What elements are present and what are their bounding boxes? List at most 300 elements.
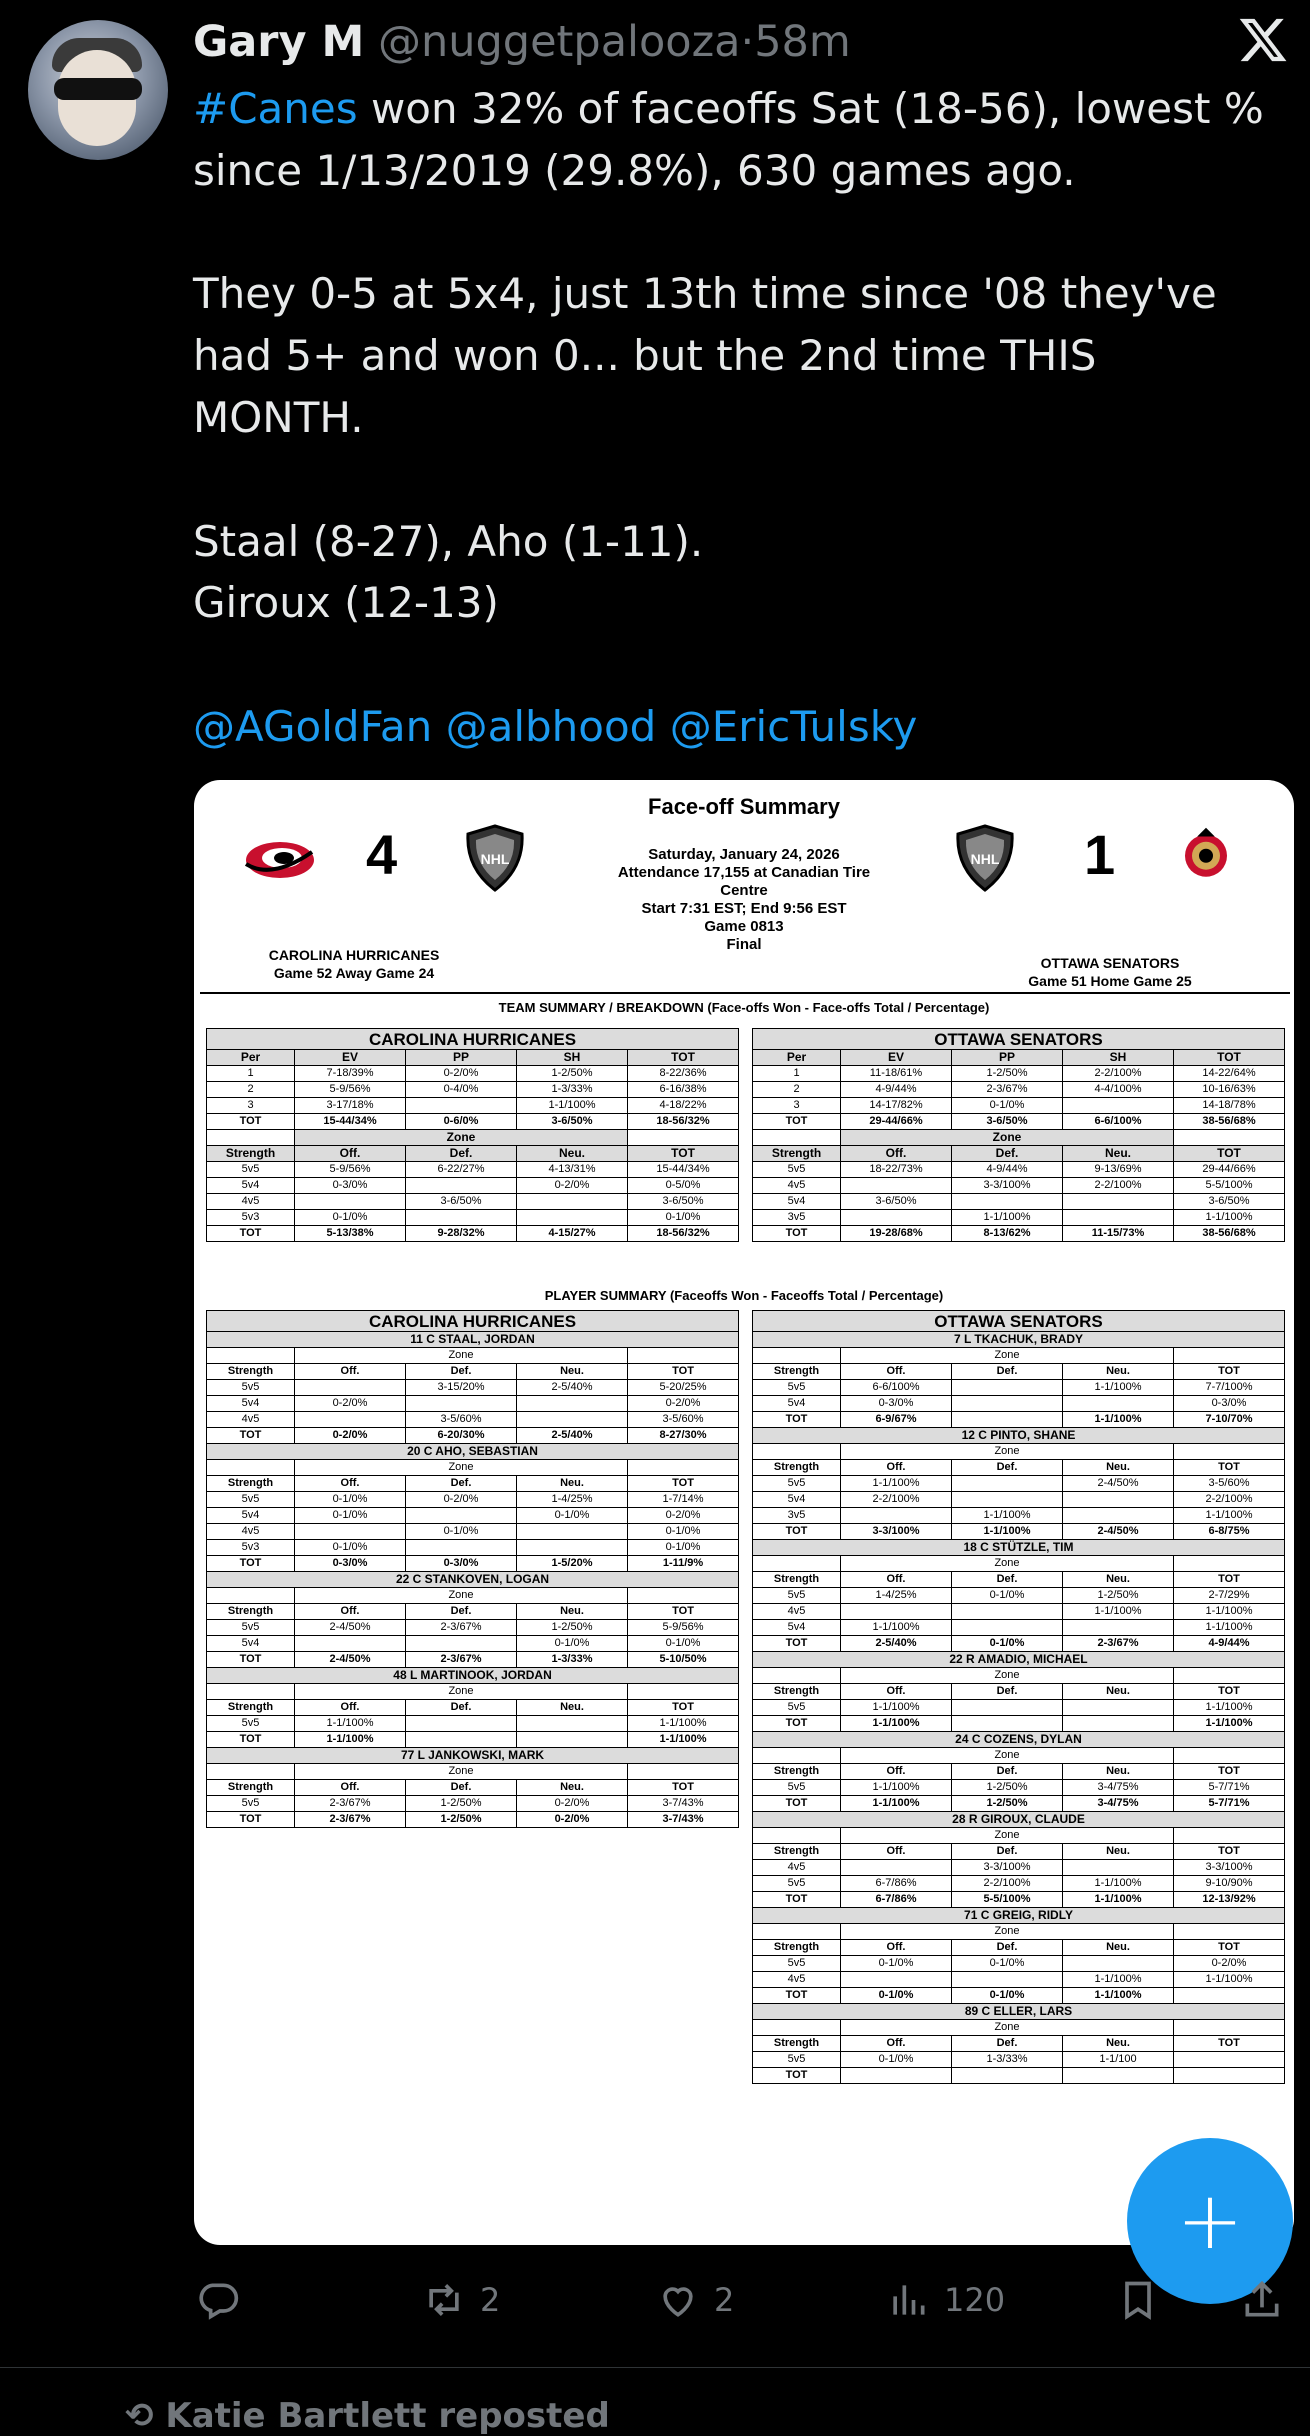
table-row xyxy=(207,1620,739,1636)
table-row xyxy=(207,1508,739,1524)
table-cell: 5v4 xyxy=(207,1508,295,1524)
table-cell: 1-2/50% xyxy=(1063,1588,1174,1604)
table-row xyxy=(753,1556,1285,1572)
table-cell: Zone xyxy=(841,1348,1174,1364)
table-row xyxy=(207,1796,739,1812)
table-cell: 1-1/100% xyxy=(1063,1988,1174,2004)
table-row xyxy=(753,1082,1285,1098)
table-cell xyxy=(753,1748,841,1764)
tweet-text xyxy=(193,78,1293,758)
table-row xyxy=(753,1812,1285,1828)
table-cell xyxy=(1063,1098,1174,1114)
team-summary-table xyxy=(752,1028,1285,1242)
mention-link[interactable]: @albhood xyxy=(445,701,657,751)
table-row xyxy=(753,1572,1285,1588)
table-cell: 2 xyxy=(753,1082,841,1098)
table-cell xyxy=(1174,1556,1285,1572)
views-button[interactable] xyxy=(886,2270,1005,2330)
table-cell: 5v5 xyxy=(753,1780,841,1796)
table-cell xyxy=(753,1444,841,1460)
table-cell: 5v5 xyxy=(753,2052,841,2068)
table-cell xyxy=(1063,2068,1174,2084)
table-cell: 8-13/62% xyxy=(952,1226,1063,1242)
table-cell: Neu. xyxy=(1063,1460,1174,1476)
player-summary-table xyxy=(752,1310,1285,2084)
table-cell: 1-1/100% xyxy=(952,1524,1063,1540)
tweet-line: MONTH. xyxy=(193,392,364,442)
table-cell: 1-1/100% xyxy=(1063,1972,1174,1988)
repost-count: 2 xyxy=(480,2281,501,2319)
table-row xyxy=(753,1652,1285,1668)
table-cell: Neu. xyxy=(1063,2036,1174,2052)
table-cell: CAROLINA HURRICANES xyxy=(207,1311,739,1332)
table-cell: 2-5/40% xyxy=(841,1636,952,1652)
table-row xyxy=(753,1972,1285,1988)
table-cell xyxy=(207,1588,295,1604)
table-cell: 0-1/0% xyxy=(952,1636,1063,1652)
table-cell: TOT xyxy=(628,1050,739,1066)
table-cell xyxy=(295,1194,406,1210)
table-row xyxy=(753,1988,1285,2004)
table-cell: 6-16/38% xyxy=(628,1082,739,1098)
table-cell: 0-3/0% xyxy=(295,1178,406,1194)
table-cell: 2-5/40% xyxy=(517,1380,628,1396)
table-cell: 6-7/86% xyxy=(841,1892,952,1908)
table-row xyxy=(207,1748,739,1764)
table-cell: 1-1/100% xyxy=(1063,1604,1174,1620)
table-row xyxy=(753,1796,1285,1812)
table-row xyxy=(753,1700,1285,1716)
table-cell: 3v5 xyxy=(753,1210,841,1226)
table-cell: Neu. xyxy=(1063,1572,1174,1588)
like-count: 2 xyxy=(714,2281,735,2319)
table-row xyxy=(207,1444,739,1460)
table-cell: 6-8/75% xyxy=(1174,1524,1285,1540)
table-cell: 3-6/50% xyxy=(406,1194,517,1210)
table-row xyxy=(207,1668,739,1684)
table-cell: Zone xyxy=(295,1684,628,1700)
table-row xyxy=(753,1716,1285,1732)
repost-context-text: Katie Bartlett reposted xyxy=(165,2396,610,2436)
table-cell: TOT xyxy=(1174,1940,1285,1956)
author-name[interactable]: Gary M xyxy=(193,17,365,67)
table-cell: 0-1/0% xyxy=(406,1524,517,1540)
table-cell: Zone xyxy=(841,1668,1174,1684)
table-cell xyxy=(628,1588,739,1604)
table-cell: 2-3/67% xyxy=(952,1082,1063,1098)
table-row xyxy=(207,1476,739,1492)
table-cell: 3-4/75% xyxy=(1063,1780,1174,1796)
table-cell: Off. xyxy=(841,1940,952,1956)
table-row xyxy=(753,1924,1285,1940)
table-cell: 24 C COZENS, DYLAN xyxy=(753,1732,1285,1748)
table-cell: 2-4/50% xyxy=(295,1620,406,1636)
table-cell: 1-1/100% xyxy=(1174,1508,1285,1524)
table-cell: 5v5 xyxy=(207,1716,295,1732)
table-row xyxy=(207,1700,739,1716)
table-cell xyxy=(207,1348,295,1364)
table-cell: 1-4/25% xyxy=(841,1588,952,1604)
table-cell: Strength xyxy=(753,1844,841,1860)
share-icon xyxy=(1240,2278,1284,2322)
table-cell: TOT xyxy=(753,1796,841,1812)
table-cell: 1-1/100% xyxy=(1174,1620,1285,1636)
table-cell: TOT xyxy=(207,1556,295,1572)
table-cell: TOT xyxy=(753,2068,841,2084)
table-row xyxy=(207,1029,739,1050)
share-button[interactable] xyxy=(1240,2270,1284,2330)
table-row xyxy=(753,1348,1285,1364)
table-cell: TOT xyxy=(1174,1050,1285,1066)
table-cell: 5-5/100% xyxy=(952,1892,1063,1908)
table-cell: 0-1/0% xyxy=(628,1524,739,1540)
table-cell: TOT xyxy=(207,1226,295,1242)
x-logo-icon[interactable] xyxy=(1237,14,1289,66)
table-cell: 1 xyxy=(753,1066,841,1082)
table-cell: Zone xyxy=(295,1764,628,1780)
table-cell: 4-13/31% xyxy=(517,1162,628,1178)
table-cell: 2-4/50% xyxy=(1063,1524,1174,1540)
table-cell: Neu. xyxy=(517,1780,628,1796)
table-cell xyxy=(1063,1700,1174,1716)
away-score: 1 xyxy=(1084,823,1116,886)
table-cell: 20 C AHO, SEBASTIAN xyxy=(207,1444,739,1460)
table-cell: Off. xyxy=(295,1146,406,1162)
table-row xyxy=(207,1540,739,1556)
table-cell: Strength xyxy=(207,1700,295,1716)
bookmark-button[interactable] xyxy=(1116,2270,1160,2330)
table-cell xyxy=(1063,1492,1174,1508)
table-cell: TOT xyxy=(1174,1764,1285,1780)
table-cell: Zone xyxy=(841,1444,1174,1460)
table-cell: 2 xyxy=(207,1082,295,1098)
table-cell: 3-6/50% xyxy=(952,1114,1063,1130)
table-cell: 3v5 xyxy=(753,1508,841,1524)
faceoff-summary-sheet xyxy=(194,780,1294,2245)
table-cell: Def. xyxy=(952,1764,1063,1780)
hurricanes-logo-icon xyxy=(242,830,322,886)
table-cell: 1-4/25% xyxy=(517,1492,628,1508)
table-cell: Zone xyxy=(841,1556,1174,1572)
views-icon xyxy=(886,2278,930,2322)
table-row xyxy=(753,1956,1285,1972)
table-cell: 1-2/50% xyxy=(406,1796,517,1812)
table-cell xyxy=(952,1972,1063,1988)
tweet-line: since 1/13/2019 (29.8%), 630 games ago. xyxy=(193,145,1076,195)
table-cell: 4v5 xyxy=(753,1972,841,1988)
table-cell: 3-5/60% xyxy=(628,1412,739,1428)
table-cell: Strength xyxy=(207,1476,295,1492)
table-cell: 8-22/36% xyxy=(628,1066,739,1082)
table-cell: TOT xyxy=(1174,2036,1285,2052)
table-cell xyxy=(406,1540,517,1556)
nhl-shield-icon xyxy=(464,824,526,892)
hashtag-link[interactable]: #Canes xyxy=(193,84,358,133)
table-cell xyxy=(952,1620,1063,1636)
table-row xyxy=(207,1572,739,1588)
table-cell: 1-1/100% xyxy=(841,1620,952,1636)
table-cell: 11-18/61% xyxy=(841,1066,952,1082)
mention-link[interactable]: @AGoldFan xyxy=(193,701,433,751)
table-row xyxy=(753,1828,1285,1844)
table-cell: 1-1/100% xyxy=(1063,1876,1174,1892)
table-cell: 3-3/100% xyxy=(841,1524,952,1540)
table-cell: 0-3/0% xyxy=(1174,1396,1285,1412)
table-cell xyxy=(295,1636,406,1652)
table-cell: 5v5 xyxy=(207,1620,295,1636)
table-cell: 1-5/20% xyxy=(517,1556,628,1572)
table-cell: 4-9/44% xyxy=(841,1082,952,1098)
table-cell: 4v5 xyxy=(753,1604,841,1620)
table-cell: Strength xyxy=(753,1684,841,1700)
table-cell: 5v5 xyxy=(207,1492,295,1508)
table-cell: 1-2/50% xyxy=(517,1620,628,1636)
table-row xyxy=(753,1364,1285,1380)
table-cell xyxy=(952,1476,1063,1492)
left-team-game: Game 52 Away Game 24 xyxy=(273,965,435,981)
table-cell: Strength xyxy=(207,1364,295,1380)
table-row xyxy=(753,1684,1285,1700)
table-cell: 0-1/0% xyxy=(841,2052,952,2068)
table-row xyxy=(753,1588,1285,1604)
table-cell: Neu. xyxy=(1063,1146,1174,1162)
table-cell: 3-5/60% xyxy=(406,1412,517,1428)
table-cell: 5-20/25% xyxy=(628,1380,739,1396)
table-cell xyxy=(1174,1444,1285,1460)
table-cell: 0-1/0% xyxy=(628,1210,739,1226)
table-cell: 9-10/90% xyxy=(1174,1876,1285,1892)
table-cell: 0-1/0% xyxy=(295,1540,406,1556)
table-row xyxy=(207,1812,739,1828)
table-cell xyxy=(1063,1508,1174,1524)
table-cell: Def. xyxy=(406,1604,517,1620)
table-row xyxy=(753,1876,1285,1892)
game-attendance: Attendance 17,155 at Canadian Tire xyxy=(617,864,871,881)
table-cell: 5-9/56% xyxy=(295,1162,406,1178)
table-cell: 5-10/50% xyxy=(628,1652,739,1668)
table-row xyxy=(753,1748,1285,1764)
table-cell: 0-3/0% xyxy=(841,1396,952,1412)
table-cell: 18-56/32% xyxy=(628,1114,739,1130)
table-cell: Strength xyxy=(753,1940,841,1956)
table-cell xyxy=(1174,2020,1285,2036)
table-cell xyxy=(207,1130,295,1146)
table-cell: 5v3 xyxy=(207,1210,295,1226)
table-cell xyxy=(841,2068,952,2084)
table-cell: 0-1/0% xyxy=(628,1636,739,1652)
table-cell: Neu. xyxy=(517,1364,628,1380)
table-cell: Def. xyxy=(952,2036,1063,2052)
table-cell: 5v4 xyxy=(753,1396,841,1412)
table-cell xyxy=(406,1178,517,1194)
table-cell: 29-44/66% xyxy=(1174,1162,1285,1178)
table-cell: Off. xyxy=(841,1146,952,1162)
left-team-name: CAROLINA HURRICANES xyxy=(268,947,440,963)
table-cell: Def. xyxy=(406,1700,517,1716)
table-cell: TOT xyxy=(207,1732,295,1748)
table-row xyxy=(753,1844,1285,1860)
table-cell: Strength xyxy=(207,1780,295,1796)
table-row xyxy=(207,1412,739,1428)
table-cell xyxy=(295,1380,406,1396)
table-cell: 11 C STAAL, JORDAN xyxy=(207,1332,739,1348)
table-row xyxy=(753,1908,1285,1924)
table-row xyxy=(753,2068,1285,2084)
table-cell xyxy=(207,1460,295,1476)
table-cell xyxy=(841,1972,952,1988)
table-cell: EV xyxy=(295,1050,406,1066)
tweet-line: Giroux (12-13) xyxy=(193,578,499,628)
game-times: Start 7:31 EST; End 9:56 EST xyxy=(641,900,847,917)
table-cell: 1-2/50% xyxy=(517,1066,628,1082)
table-cell: 0-4/0% xyxy=(406,1082,517,1098)
table-row xyxy=(753,1178,1285,1194)
table-cell xyxy=(952,1380,1063,1396)
table-cell: Zone xyxy=(841,1924,1174,1940)
table-cell: Per xyxy=(753,1050,841,1066)
table-cell: 0-1/0% xyxy=(628,1540,739,1556)
table-cell: TOT xyxy=(628,1146,739,1162)
table-row xyxy=(207,1380,739,1396)
table-cell xyxy=(406,1098,517,1114)
table-cell: Def. xyxy=(952,1146,1063,1162)
table-cell: TOT xyxy=(207,1428,295,1444)
table-cell: 5v5 xyxy=(753,1476,841,1492)
table-cell xyxy=(1174,1668,1285,1684)
table-row xyxy=(753,1636,1285,1652)
table-cell: 1-1/100% xyxy=(1063,1412,1174,1428)
table-cell: Off. xyxy=(295,1700,406,1716)
feed-divider xyxy=(0,2367,1310,2368)
table-row xyxy=(753,1066,1285,1082)
author-handle[interactable]: @nuggetpalooza xyxy=(377,17,741,67)
table-cell: 3-3/100% xyxy=(952,1178,1063,1194)
timestamp[interactable]: 58m xyxy=(754,17,851,67)
table-cell: 4-4/100% xyxy=(1063,1082,1174,1098)
table-row xyxy=(753,1668,1285,1684)
table-cell: 5v4 xyxy=(753,1492,841,1508)
table-cell: 2-2/100% xyxy=(952,1876,1063,1892)
table-cell: 1-1/100% xyxy=(952,1508,1063,1524)
table-row xyxy=(753,1492,1285,1508)
table-cell xyxy=(753,1924,841,1940)
table-cell xyxy=(517,1412,628,1428)
table-row xyxy=(207,1588,739,1604)
table-row xyxy=(207,1428,739,1444)
tweet-line: won 32% of faceoffs Sat (18-56), lowest % xyxy=(357,84,1264,133)
bookmark-icon xyxy=(1116,2278,1160,2322)
next-item-social-context[interactable] xyxy=(125,2396,610,2436)
table-cell: 3-6/50% xyxy=(1174,1194,1285,1210)
table-cell: 15-44/34% xyxy=(628,1162,739,1178)
table-cell: Zone xyxy=(295,1130,628,1146)
table-cell: PP xyxy=(406,1050,517,1066)
table-cell xyxy=(952,2068,1063,2084)
table-cell xyxy=(952,1194,1063,1210)
table-cell: 5v5 xyxy=(207,1796,295,1812)
table-row xyxy=(753,2004,1285,2020)
table-cell: 0-2/0% xyxy=(517,1812,628,1828)
table-cell xyxy=(1063,1396,1174,1412)
table-cell: 9-13/69% xyxy=(1063,1162,1174,1178)
table-cell: 18 C STÜTZLE, TIM xyxy=(753,1540,1285,1556)
table-cell: SH xyxy=(517,1050,628,1066)
table-row xyxy=(753,1780,1285,1796)
table-cell xyxy=(952,1412,1063,1428)
table-cell: 0-2/0% xyxy=(295,1428,406,1444)
table-row xyxy=(753,1332,1285,1348)
table-cell: Def. xyxy=(406,1146,517,1162)
table-cell: 1-1/100% xyxy=(628,1716,739,1732)
table-cell: Def. xyxy=(406,1780,517,1796)
table-cell: 7-10/70% xyxy=(1174,1412,1285,1428)
table-cell: 7-7/100% xyxy=(1174,1380,1285,1396)
table-row xyxy=(753,1130,1285,1146)
table-cell: 3-7/43% xyxy=(628,1812,739,1828)
table-cell xyxy=(753,1556,841,1572)
table-cell: TOT xyxy=(1174,1460,1285,1476)
table-cell: 7 L TKACHUK, BRADY xyxy=(753,1332,1285,1348)
table-cell: 1-1/100% xyxy=(841,1780,952,1796)
table-cell: Off. xyxy=(295,1476,406,1492)
table-row xyxy=(753,1764,1285,1780)
game-venue: Centre xyxy=(720,882,768,899)
table-cell: Def. xyxy=(952,1572,1063,1588)
reply-button[interactable] xyxy=(196,2270,254,2330)
table-cell: SH xyxy=(1063,1050,1174,1066)
table-cell: 6-6/100% xyxy=(841,1380,952,1396)
table-cell: TOT xyxy=(753,1892,841,1908)
table-row xyxy=(207,1098,739,1114)
attached-image[interactable] xyxy=(194,780,1294,2245)
table-cell: 1-2/50% xyxy=(952,1796,1063,1812)
table-cell: 12-13/92% xyxy=(1174,1892,1285,1908)
like-button[interactable] xyxy=(656,2270,734,2330)
mention-link[interactable]: @EricTulsky xyxy=(669,701,918,751)
table-cell: 6-22/27% xyxy=(406,1162,517,1178)
table-cell: 0-6/0% xyxy=(406,1114,517,1130)
repost-button[interactable] xyxy=(422,2270,500,2330)
table-cell: Neu. xyxy=(1063,1844,1174,1860)
table-row xyxy=(207,1050,739,1066)
table-cell: OTTAWA SENATORS xyxy=(753,1029,1285,1050)
table-cell: 0-1/0% xyxy=(952,1098,1063,1114)
table-cell xyxy=(753,1348,841,1364)
table-row xyxy=(753,1476,1285,1492)
table-cell: Off. xyxy=(841,1460,952,1476)
table-cell xyxy=(1063,1860,1174,1876)
table-cell: 0-2/0% xyxy=(517,1796,628,1812)
table-row xyxy=(753,1732,1285,1748)
table-row xyxy=(753,1508,1285,1524)
heart-icon xyxy=(656,2278,700,2322)
avatar[interactable] xyxy=(28,20,168,160)
table-cell: 1-1/100 xyxy=(1063,2052,1174,2068)
table-cell: Neu. xyxy=(1063,1764,1174,1780)
game-info xyxy=(584,846,904,954)
table-cell: TOT xyxy=(1174,1844,1285,1860)
table-cell: 6-9/67% xyxy=(841,1412,952,1428)
table-cell: 0-1/0% xyxy=(295,1508,406,1524)
table-cell: Neu. xyxy=(1063,1684,1174,1700)
table-row xyxy=(753,2052,1285,2068)
table-cell: 2-7/29% xyxy=(1174,1588,1285,1604)
compose-button[interactable]: + xyxy=(1127,2138,1293,2304)
table-cell: Off. xyxy=(295,1604,406,1620)
table-cell: Neu. xyxy=(517,1700,628,1716)
table-cell: 4v5 xyxy=(753,1178,841,1194)
table-row xyxy=(753,1524,1285,1540)
